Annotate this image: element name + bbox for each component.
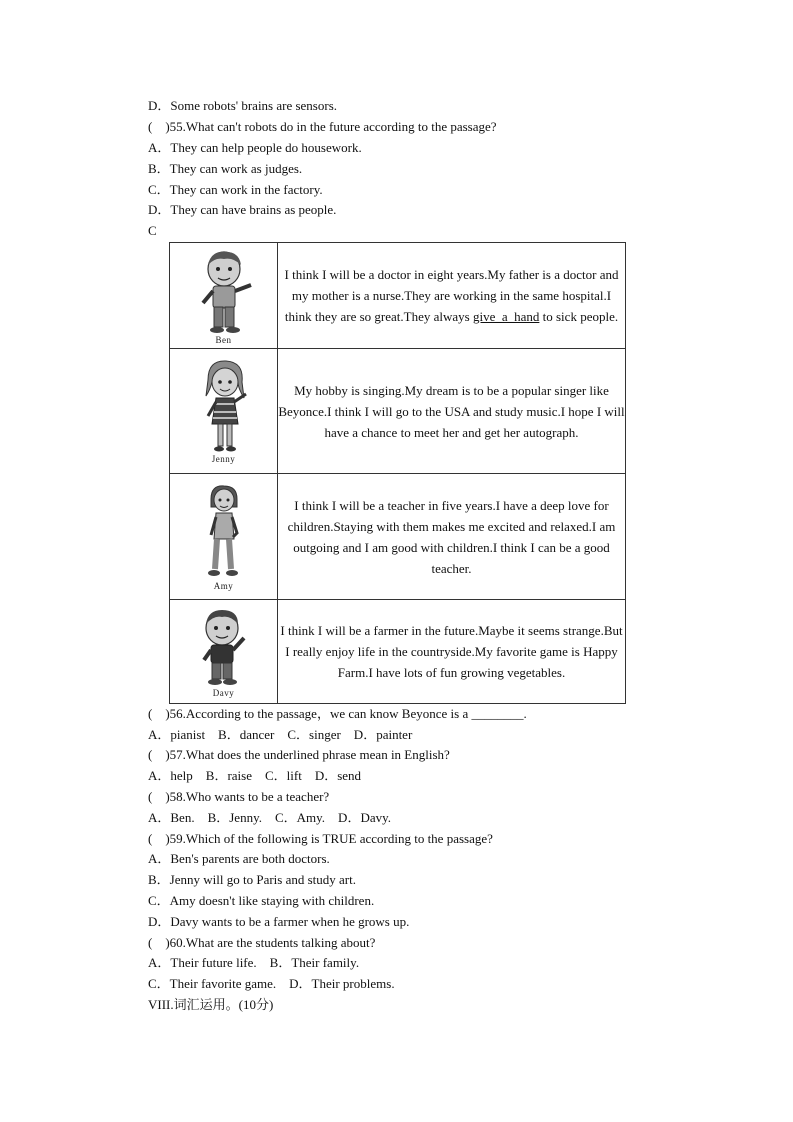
option-line: C．They can work in the factory. bbox=[148, 182, 323, 197]
option-line: A．Ben. B．Jenny. C．Amy. D．Davy. bbox=[148, 810, 392, 825]
section-label: C bbox=[148, 223, 157, 238]
option-line: B．They can work as judges. bbox=[148, 161, 303, 176]
underlined-phrase: give_a_hand bbox=[472, 309, 540, 324]
boy-illustration-icon bbox=[189, 247, 259, 337]
amy-portrait bbox=[170, 474, 278, 600]
question-59: ( )59.Which of the following is TRUE according to the passage? bbox=[148, 831, 493, 846]
table-row bbox=[170, 349, 626, 474]
question-56: ( )56.According to the passage，we can know Beyonce is a ________. bbox=[148, 706, 527, 721]
student-name: Ben bbox=[215, 334, 232, 345]
option-line: A．Their future life. B．Their family. bbox=[148, 955, 360, 970]
davy-portrait bbox=[170, 600, 278, 704]
question-57: ( )57.What does the underlined phrase mean in English? bbox=[148, 747, 450, 762]
student-name: Jenny bbox=[211, 454, 236, 464]
question-58: ( )58.Who wants to be a teacher? bbox=[148, 789, 330, 804]
table-row bbox=[170, 600, 626, 704]
card-text: My hobby is singing.My dream is to be a popular singer like Beyonce.I think I will go to the USA and study music.I hope I will have a chance to meet her and get her autograph. bbox=[278, 349, 626, 474]
option-line: D．Some robots' brains are sensors. bbox=[148, 98, 338, 113]
option-line: D．Davy wants to be a farmer when he grows up. bbox=[148, 914, 410, 929]
question-60: ( )60.What are the students talking about? bbox=[148, 935, 376, 950]
jenny-portrait bbox=[170, 349, 278, 474]
table-row bbox=[170, 474, 626, 600]
option-line: D．They can have brains as people. bbox=[148, 202, 337, 217]
option-line: A．help B．raise C．lift D．send bbox=[148, 768, 362, 783]
girl-illustration-icon bbox=[194, 358, 254, 456]
students-table bbox=[169, 242, 626, 704]
option-line: A．Ben's parents are both doctors. bbox=[148, 851, 330, 866]
card-text-part: I think I will be a doctor in eight years.My father is a doctor and my mother is a nurse.They are working in the same hospital.I think they are so great.They always bbox=[284, 267, 619, 324]
card-text: I think I will be a teacher in five years.I have a deep love for children.Staying with them makes me excited and relaxed.I am outgoing and I am good with children.I think I can be a good teacher. bbox=[278, 474, 626, 600]
option-line: A．pianist B．dancer C．singer D．painter bbox=[148, 727, 413, 742]
girl-illustration-icon bbox=[199, 483, 249, 583]
student-name: Amy bbox=[213, 580, 234, 591]
boy-illustration-icon bbox=[194, 606, 254, 690]
option-line: B．Jenny will go to Paris and study art. bbox=[148, 872, 356, 887]
option-line: C．Their favorite game. D．Their problems. bbox=[148, 976, 395, 991]
student-name: Davy bbox=[212, 687, 235, 698]
card-text: I think I will be a farmer in the future.Maybe it seems strange.But I really enjoy life in the countryside.My favorite game is Happy Farm.I have lots of fun growing vegetables. bbox=[278, 600, 626, 704]
ben-portrait bbox=[170, 243, 278, 349]
card-text bbox=[278, 243, 626, 349]
option-line: A．They can help people do housework. bbox=[148, 140, 362, 155]
table-row bbox=[170, 243, 626, 349]
section-heading: VIII.词汇运用。(10分) bbox=[148, 997, 274, 1012]
option-line: C．Amy doesn't like staying with children. bbox=[148, 893, 375, 908]
card-text-part: to sick people. bbox=[539, 309, 619, 324]
question-55: ( )55.What can't robots do in the future according to the passage? bbox=[148, 119, 497, 134]
